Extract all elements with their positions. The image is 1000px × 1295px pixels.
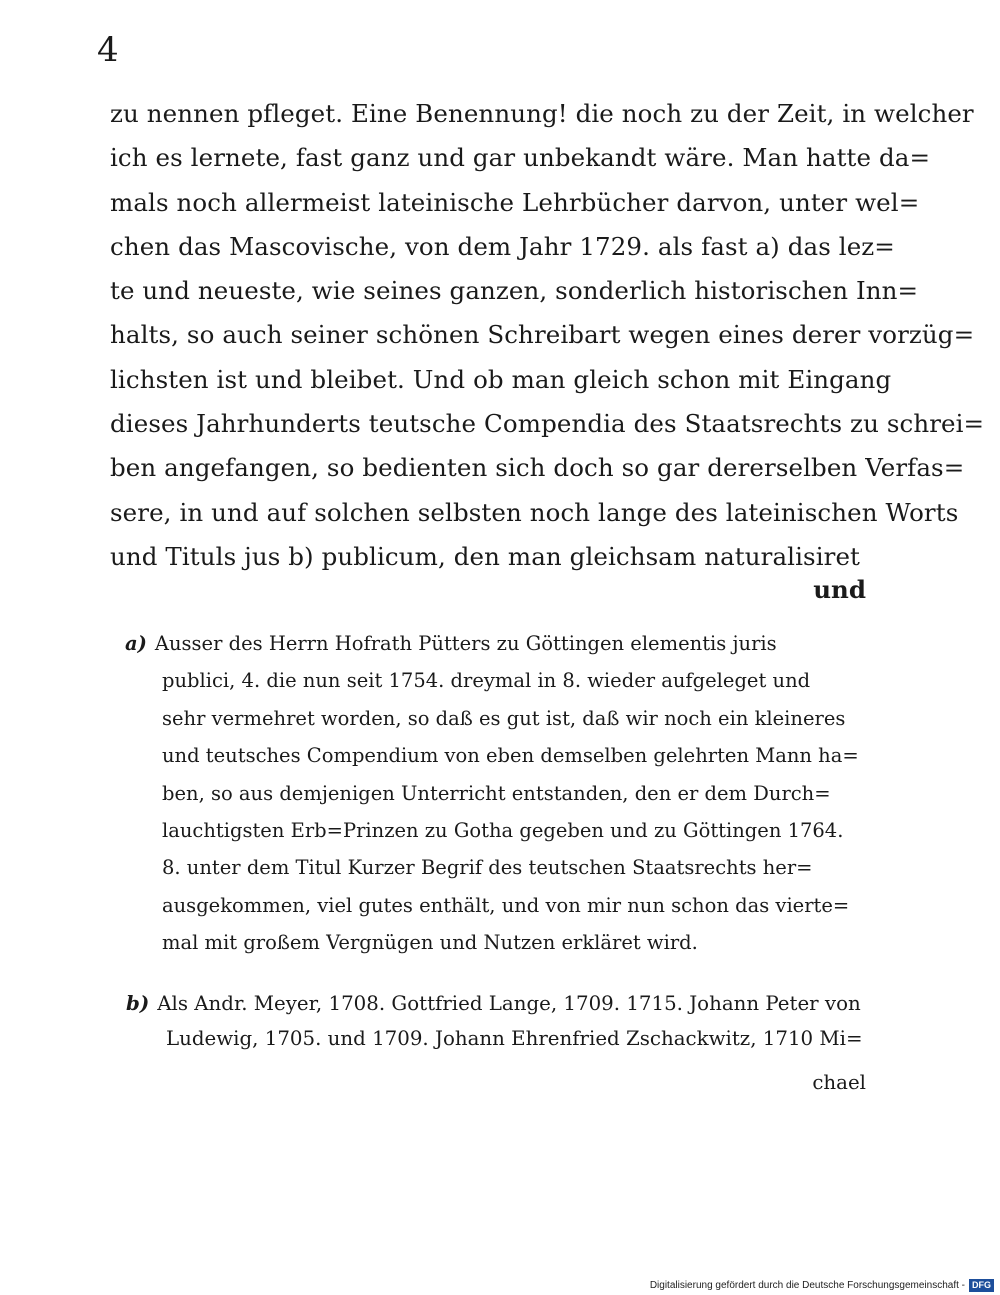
text-line: ben angefangen, so bedienten sich doch so gar dererselben Verfas= [110, 453, 965, 483]
main-text [110, 92, 985, 579]
text-line: ich es lernete, fast ganz und gar unbekandt wäre. Man hatte da= [110, 143, 931, 173]
footnote-line: ausgekommen, viel gutes enthält, und von mir nun schon das vierte= [162, 893, 850, 917]
text-line: lichsten ist und bleibet. Und ob man gleich schon mit Eingang [110, 364, 892, 394]
text-line: chen das Mascovische, von dem Jahr 1729. als fast a) das lez= [110, 231, 895, 261]
footnote-line: mal mit großem Vergnügen und Nutzen erkläret wird. [162, 931, 698, 955]
footnote-catchword: chael [812, 1071, 866, 1094]
footnote-line: publici, 4. die nun seit 1754. dreymal in 8. wieder aufgeleget und [162, 669, 811, 693]
page-number: 4 [97, 30, 119, 70]
footnote-marker: a) [125, 632, 147, 655]
dfg-logo: DFG [969, 1279, 994, 1292]
text-line: und Tituls jus b) publicum, den man gleichsam naturalisiret [110, 541, 860, 571]
text-line: dieses Jahrhunderts teutsche Compendia des Staatsrechts zu schrei= [110, 409, 985, 439]
footnote-line: Ludewig, 1705. und 1709. Johann Ehrenfried Zschackwitz, 1710 Mi= [166, 1027, 863, 1050]
text-line: halts, so auch seiner schönen Schreibart wegen eines derer vorzüg= [110, 320, 975, 350]
footnote-line: ben, so aus demjenigen Unterricht entstanden, den er dem Durch= [162, 781, 831, 805]
footnote-line: lauchtigsten Erb=Prinzen zu Gotha gegeben und zu Göttingen 1764. [162, 818, 844, 842]
footnote-text: Als Andr. Meyer, 1708. Gottfried Lange, 1709. 1715. Johann Peter von [157, 992, 861, 1015]
footnote-line [126, 985, 871, 1021]
catchword: und [813, 575, 866, 604]
footnote-marker: b) [126, 991, 150, 1015]
text-line: zu nennen pfleget. Eine Benennung! die noch zu der Zeit, in welcher [110, 99, 974, 128]
footnote-line [125, 625, 870, 662]
text-line: mals noch allermeist lateinische Lehrbücher darvon, unter wel= [110, 187, 920, 217]
footnote-b [126, 985, 871, 1057]
digitization-credit [650, 1279, 994, 1292]
text-line: te und neueste, wie seines ganzen, sonderlich historischen Inn= [110, 276, 919, 306]
footnote-line: 8. unter dem Titul Kurzer Begrif des teutschen Staatsrechts her= [162, 856, 813, 880]
text-line: sere, in und auf solchen selbsten noch lange des lateinischen Worts [110, 497, 959, 527]
footnote-a [125, 625, 870, 962]
footnote-text: Ausser des Herrn Hofrath Pütters zu Göttingen elementis juris [154, 632, 777, 655]
credit-text: Digitalisierung gefördert durch die Deutsche Forschungsgemeinschaft - [649, 1280, 965, 1291]
footnote-line: sehr vermehret worden, so daß es gut ist, daß wir noch ein kleineres [162, 706, 846, 730]
footnote-line: und teutsches Compendium von eben demselben gelehrten Mann ha= [162, 744, 859, 768]
